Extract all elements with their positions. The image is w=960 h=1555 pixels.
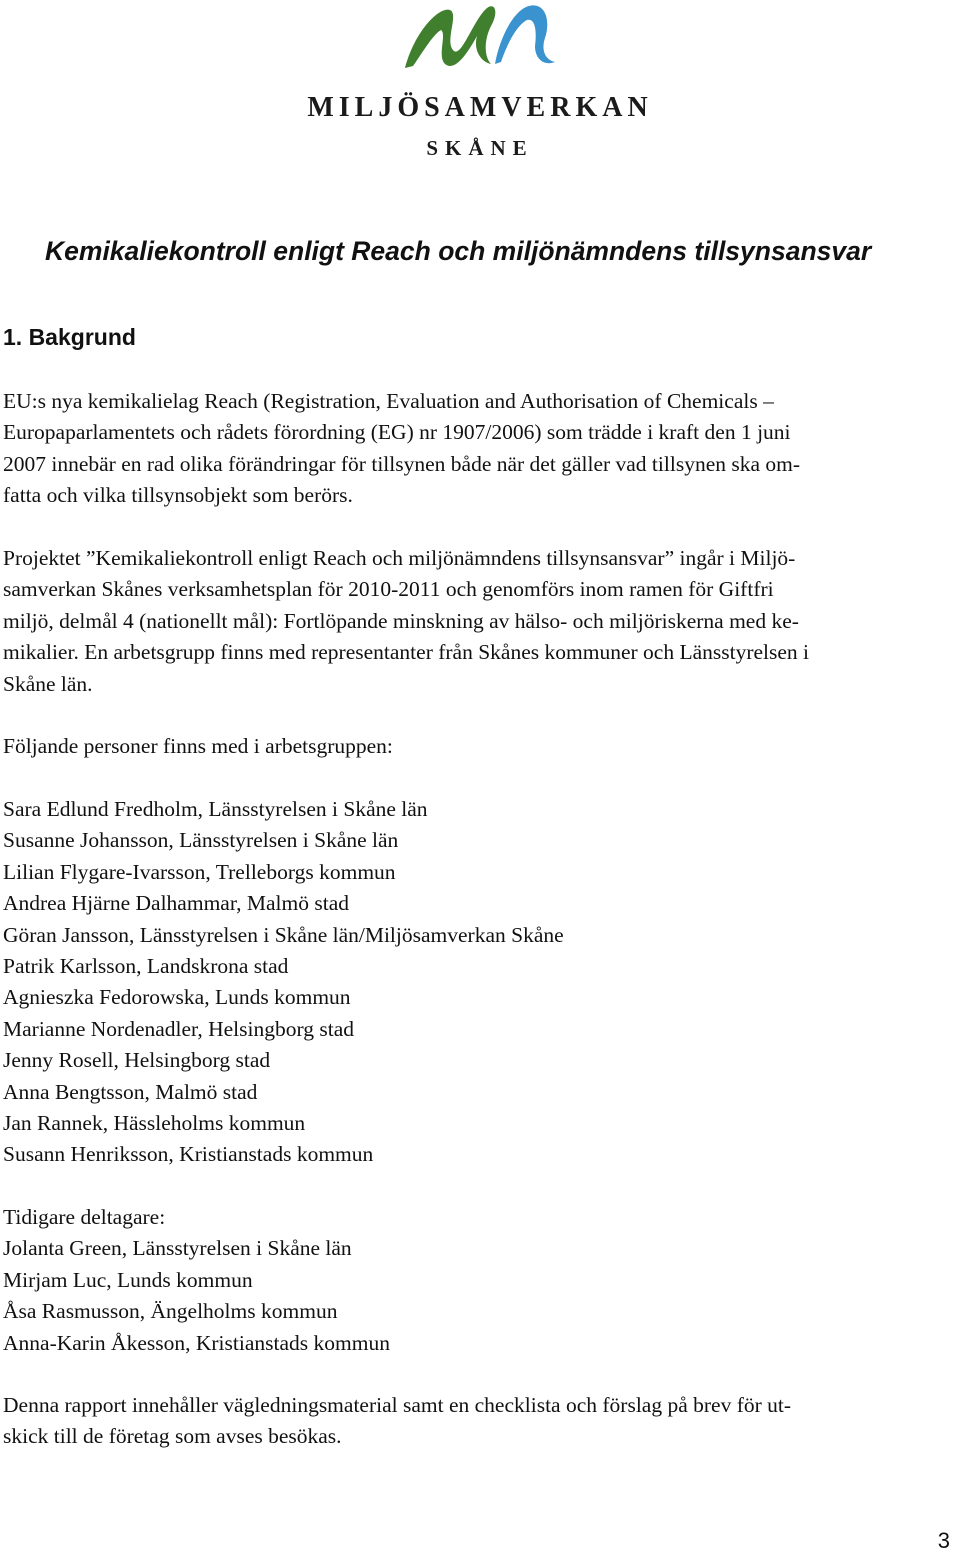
text-line: Europaparlamentets och rådets förordning (EG) nr 1907/2006) som trädde i kraft den 1 juni xyxy=(3,420,791,445)
list-item: Agnieszka Fedorowska, Lunds kommun xyxy=(3,985,351,1010)
list-item: Patrik Karlsson, Landskrona stad xyxy=(3,954,289,979)
paragraph-background xyxy=(3,386,928,512)
list-item: Lilian Flygare-Ivarsson, Trelleborgs kommun xyxy=(3,859,396,884)
members-list xyxy=(3,794,928,1171)
miljosamverkan-logo xyxy=(280,0,680,170)
former-members-list xyxy=(3,1202,928,1359)
text-line: Projektet ”Kemikaliekontroll enligt Reach och miljönämndens tillsynsansvar” ingår i Miljö- xyxy=(3,546,796,570)
members-intro xyxy=(3,731,928,762)
former-intro: Tidigare deltagare: xyxy=(3,1205,166,1229)
text-line: samverkan Skånes verksamhetsplan för 2010-2011 och genomförs inom ramen för Giftfri xyxy=(3,577,774,602)
closing-paragraph xyxy=(3,1390,928,1453)
list-item: Anna Bengtsson, Malmö stad xyxy=(3,1079,258,1104)
list-item: Marianne Nordenadler, Helsingborg stad xyxy=(3,1016,355,1041)
section-heading: 1. Bakgrund xyxy=(3,324,136,350)
text-line: fatta och vilka tillsynsobjekt som berörs. xyxy=(3,483,353,508)
text-line: 2007 innebär en rad olika förändringar för tillsynen både när det gäller vad tillsynen ska om- xyxy=(3,451,801,476)
text-line: mikalier. En arbetsgrupp finns med representanter från Skånes kommuner och Länsstyrelsen i xyxy=(3,640,810,665)
paragraph-project xyxy=(3,543,928,700)
text-line: skick till de företag som avses besökas. xyxy=(3,1424,342,1449)
org-name: MILJÖSAMVERKAN xyxy=(307,92,653,123)
list-item: Andrea Hjärne Dalhammar, Malmö stad xyxy=(3,891,350,916)
document-title: Kemikaliekontroll enligt Reach och miljönämndens tillsynsansvar xyxy=(45,236,872,266)
list-item: Jenny Rosell, Helsingborg stad xyxy=(3,1048,271,1073)
logo-m-icon xyxy=(395,0,565,90)
list-item: Susanne Johansson, Länsstyrelsen i Skåne län xyxy=(3,828,399,853)
list-item: Sara Edlund Fredholm, Länsstyrelsen i Skåne län xyxy=(3,797,428,821)
org-region: SKÅNE xyxy=(426,136,534,160)
list-item: Mirjam Luc, Lunds kommun xyxy=(3,1267,253,1292)
list-item: Jan Rannek, Hässleholms kommun xyxy=(3,1111,306,1136)
page-number: 3 xyxy=(937,1528,950,1553)
text-line: Följande personer finns med i arbetsgruppen: xyxy=(3,734,393,758)
text-line: EU:s nya kemikalielag Reach (Registration, Evaluation and Authorisation of Chemicals – xyxy=(3,389,774,413)
list-item: Göran Jansson, Länsstyrelsen i Skåne län/Miljösamverkan Skåne xyxy=(3,922,564,947)
text-line: miljö, delmål 4 (nationellt mål): Fortlöpande minskning av hälso- och miljöriskerna med ke- xyxy=(3,608,799,633)
list-item: Anna-Karin Åkesson, Kristianstads kommun xyxy=(3,1330,390,1355)
list-item: Åsa Rasmusson, Ängelholms kommun xyxy=(3,1299,338,1324)
list-item: Susann Henriksson, Kristianstads kommun xyxy=(3,1142,374,1167)
text-line: Denna rapport innehåller vägledningsmaterial samt en checklista och förslag på brev för ut- xyxy=(3,1393,792,1417)
list-item: Jolanta Green, Länsstyrelsen i Skåne län xyxy=(3,1236,352,1261)
text-line: Skåne län. xyxy=(3,671,93,696)
